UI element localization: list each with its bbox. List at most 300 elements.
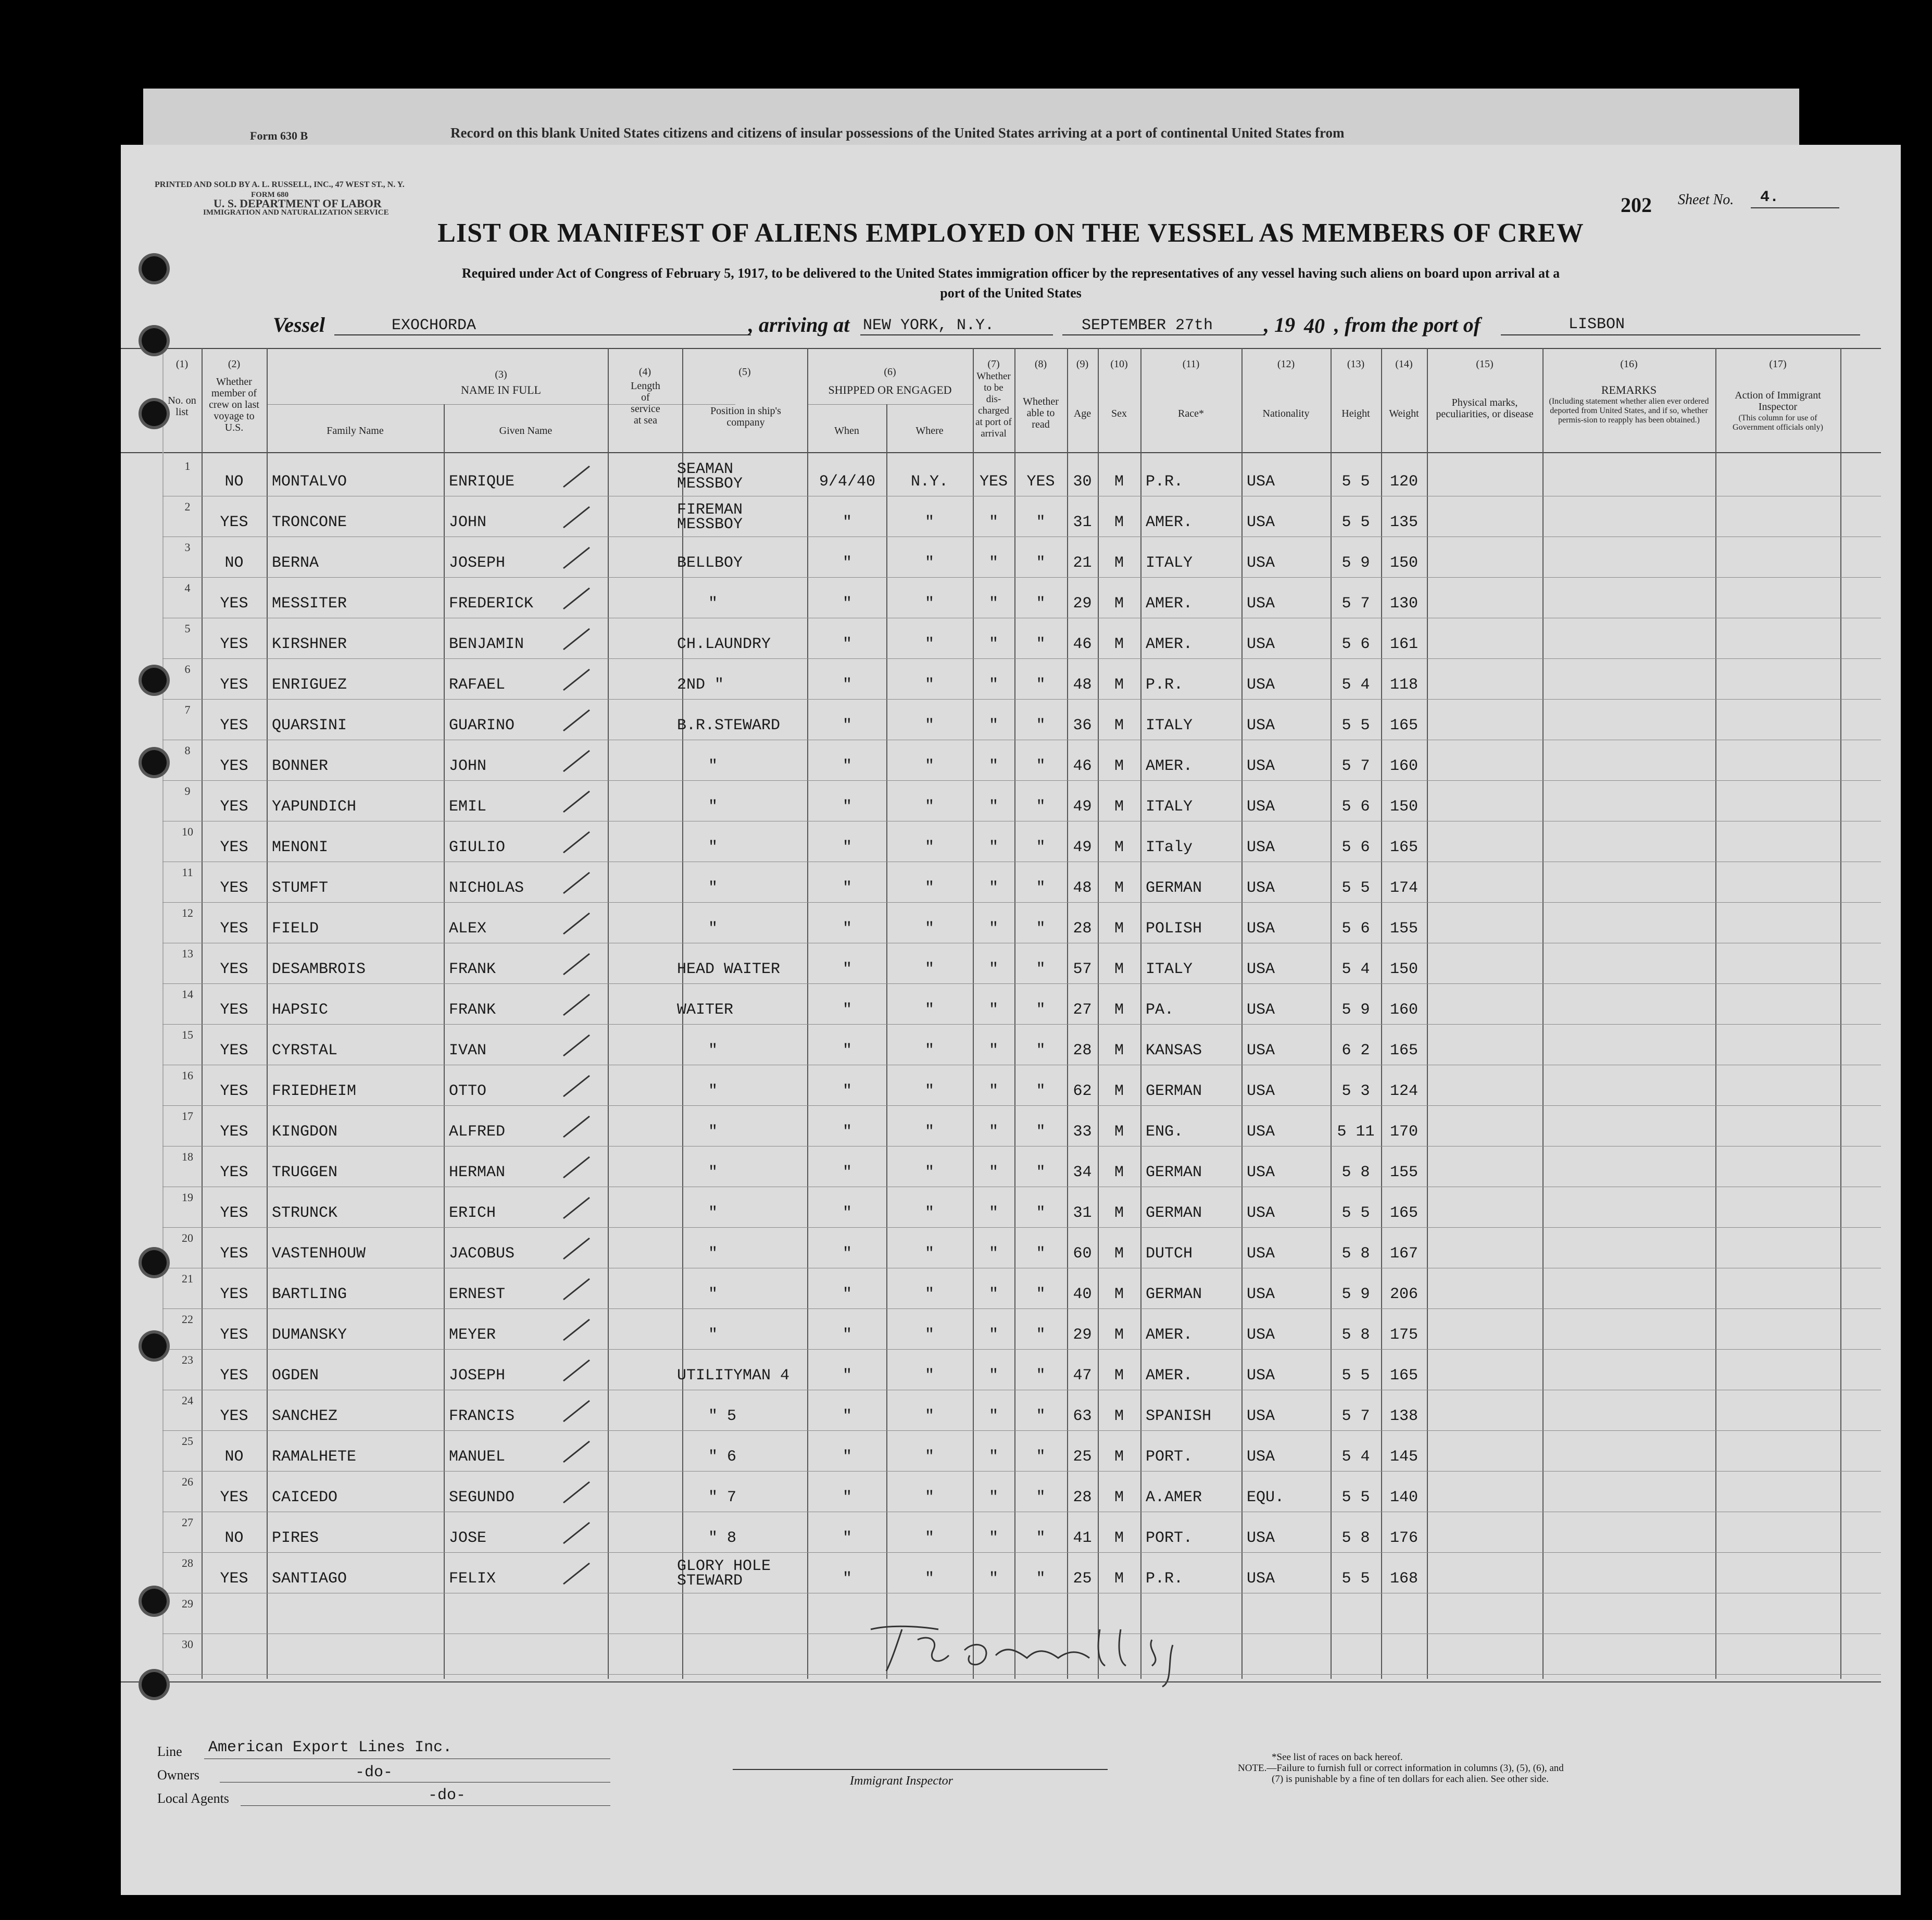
from-port: LISBON (1569, 316, 1625, 333)
cell-discharged: " (988, 1367, 998, 1385)
cell-sex: M (1114, 798, 1124, 816)
col17-number: (17) (1769, 358, 1787, 370)
cell-family: YAPUNDICH (272, 798, 357, 816)
cell-weight: 150 (1389, 554, 1418, 572)
cell-nationality: USA (1247, 1164, 1275, 1181)
cell-position: B.R.STEWARD (677, 717, 781, 734)
cell-discharged: " (988, 595, 998, 613)
agents-value: -do- (428, 1787, 466, 1804)
cell-given: MANUEL (449, 1448, 506, 1466)
cell-family: DESAMBROIS (272, 961, 366, 978)
table-row (121, 1311, 1901, 1351)
cell-weight: 174 (1389, 879, 1418, 897)
cell-sex: M (1114, 635, 1124, 653)
cell-when: " (842, 839, 852, 856)
cell-where: " (924, 595, 934, 613)
row-number: 8 (184, 744, 191, 757)
cell-sex: M (1114, 1529, 1124, 1547)
form-subtitle-2: port of the United States (940, 285, 1082, 301)
row-number: 12 (182, 906, 193, 919)
check-mark-icon (561, 464, 592, 490)
cell-nationality: USA (1247, 1042, 1275, 1059)
cell-weight: 155 (1389, 920, 1418, 938)
cell-height: 5 6 (1341, 839, 1370, 856)
cell-read: " (1036, 554, 1046, 572)
cell-age: 28 (1073, 1042, 1092, 1059)
cell-height: 5 7 (1341, 1407, 1370, 1425)
cell-height: 5 4 (1341, 961, 1370, 978)
cell-read: " (1036, 1448, 1046, 1466)
cell-read: " (1036, 635, 1046, 653)
cell-height: 6 2 (1341, 1042, 1370, 1059)
cell-where: " (924, 1367, 934, 1385)
binder-hole (142, 1333, 167, 1358)
cell-weight: 175 (1389, 1326, 1418, 1344)
cell-when: " (842, 1204, 852, 1222)
check-mark-icon (561, 626, 592, 652)
cell-given: ERICH (449, 1204, 496, 1222)
cell-where: " (924, 635, 934, 653)
cell-given: JOSEPH (449, 554, 506, 572)
cell-weight: 168 (1389, 1570, 1418, 1588)
cell-where: " (924, 676, 934, 694)
cell-position: " (708, 1082, 718, 1100)
cell-prev: YES (220, 595, 248, 613)
check-mark-icon (561, 1439, 592, 1465)
cell-sex: M (1114, 514, 1124, 531)
cell-race: PORT. (1146, 1529, 1193, 1547)
cell-nationality: USA (1247, 1407, 1275, 1425)
cell-family: FIELD (272, 920, 319, 938)
cell-prev: YES (220, 920, 248, 938)
table-row (121, 1432, 1901, 1473)
cell-position: " (708, 1123, 718, 1141)
cell-height: 5 11 (1337, 1123, 1375, 1141)
cell-prev: YES (220, 1570, 248, 1588)
cell-where: " (924, 514, 934, 531)
cell-when: " (842, 1245, 852, 1263)
cell-read: " (1036, 1367, 1046, 1385)
cell-age: 47 (1073, 1367, 1092, 1385)
cell-family: VASTENHOUW (272, 1245, 366, 1263)
cell-family: MENONI (272, 839, 329, 856)
cell-sex: M (1114, 717, 1124, 734)
cell-prev: YES (220, 1123, 248, 1141)
cell-discharged: " (988, 1001, 998, 1019)
cell-where: " (924, 717, 934, 734)
cell-height: 5 5 (1341, 473, 1370, 491)
check-mark-icon (561, 1276, 592, 1302)
cell-given: MEYER (449, 1326, 496, 1344)
col3-given: Given Name (499, 425, 553, 437)
row-number: 24 (182, 1394, 193, 1407)
row-number: 15 (182, 1028, 193, 1041)
col1-number: (1) (175, 358, 189, 370)
year-prefix: , 19 (1264, 313, 1295, 336)
cell-given: FRANK (449, 961, 496, 978)
binder-hole (142, 668, 167, 693)
table-row (121, 498, 1901, 539)
cell-weight: 206 (1389, 1286, 1418, 1303)
cell-family: DUMANSKY (272, 1326, 347, 1344)
check-mark-icon (561, 585, 592, 612)
cell-sex: M (1114, 920, 1124, 938)
cell-position: " (708, 1164, 718, 1181)
inspector-signature (860, 1609, 1235, 1692)
cell-family: OGDEN (272, 1367, 319, 1385)
cell-prev: YES (220, 1204, 248, 1222)
row-number: 10 (182, 825, 193, 838)
cell-when: " (842, 554, 852, 572)
binder-hole (142, 1250, 167, 1275)
cell-read: " (1036, 1042, 1046, 1059)
cell-read: " (1036, 920, 1046, 938)
cell-nationality: EQU. (1247, 1489, 1285, 1506)
cell-weight: 160 (1389, 757, 1418, 775)
line-label: Line (157, 1744, 182, 1759)
row-number: 1 (184, 459, 191, 472)
cell-family: QUARSINI (272, 717, 347, 734)
cell-race: GERMAN (1146, 1286, 1202, 1303)
cell-prev: YES (220, 879, 248, 897)
cell-where: " (924, 1286, 934, 1303)
cell-position: " 5 (708, 1407, 737, 1425)
cell-weight: 150 (1389, 798, 1418, 816)
col6-number: (6) (884, 366, 896, 378)
arrival-year: 40 (1304, 314, 1325, 338)
cell-where: " (924, 757, 934, 775)
row-number: 11 (182, 866, 193, 879)
cell-discharged: " (988, 1042, 998, 1059)
cell-height: 5 6 (1341, 798, 1370, 816)
cell-race: GERMAN (1146, 1204, 1202, 1222)
cell-read: " (1036, 514, 1046, 531)
cell-sex: M (1114, 961, 1124, 978)
cell-family: ENRIGUEZ (272, 676, 347, 694)
cell-discharged: " (988, 1529, 998, 1547)
cell-sex: M (1114, 1286, 1124, 1303)
cell-where: " (924, 1448, 934, 1466)
from-label: , from the port of (1334, 313, 1481, 336)
cell-height: 5 7 (1341, 757, 1370, 775)
cell-weight: 161 (1389, 635, 1418, 653)
cell-age: 28 (1073, 920, 1092, 938)
cell-height: 5 5 (1341, 879, 1370, 897)
cell-when: " (842, 1042, 852, 1059)
cell-position: " 8 (708, 1529, 737, 1547)
cell-given: JACOBUS (449, 1245, 515, 1263)
cell-read: " (1036, 1407, 1046, 1425)
cell-age: 25 (1073, 1448, 1092, 1466)
col8-header: Whether able to read (1023, 396, 1059, 430)
cell-family: BONNER (272, 757, 329, 775)
cell-weight: 145 (1389, 1448, 1418, 1466)
cell-weight: 160 (1389, 1001, 1418, 1019)
row-number: 17 (182, 1109, 193, 1123)
cell-height: 5 7 (1341, 595, 1370, 613)
col1-header: No. on list (168, 395, 196, 418)
cell-height: 5 9 (1341, 1286, 1370, 1303)
cell-position: " (708, 839, 718, 856)
cell-age: 29 (1073, 1326, 1092, 1344)
row-number: 3 (184, 541, 191, 554)
cell-nationality: USA (1247, 961, 1275, 978)
cell-given: ALFRED (449, 1123, 506, 1141)
cell-race: GERMAN (1146, 1082, 1202, 1100)
check-mark-icon (561, 992, 592, 1018)
cell-sex: M (1114, 757, 1124, 775)
cell-sex: M (1114, 1448, 1124, 1466)
cell-family: HAPSIC (272, 1001, 329, 1019)
cell-where: " (924, 798, 934, 816)
cell-when: " (842, 1082, 852, 1100)
cell-nationality: USA (1247, 595, 1275, 613)
cell-read: " (1036, 1123, 1046, 1141)
cell-given: RAFAEL (449, 676, 506, 694)
table-row (121, 742, 1901, 782)
cell-family: KIRSHNER (272, 635, 347, 653)
cell-age: 60 (1073, 1245, 1092, 1263)
cell-discharged: " (988, 1570, 998, 1588)
col15-header: Physical marks, peculiarities, or disease (1436, 397, 1534, 420)
arrival-date: SEPTEMBER 27th (1082, 317, 1213, 334)
row-number: 23 (182, 1353, 193, 1366)
cell-nationality: USA (1247, 757, 1275, 775)
cell-given: JOSE (449, 1529, 487, 1547)
col11-header: Race* (1178, 408, 1204, 419)
cell-prev: YES (220, 839, 248, 856)
check-mark-icon (561, 1032, 592, 1058)
cell-age: 62 (1073, 1082, 1092, 1100)
row-number: 21 (182, 1272, 193, 1285)
cell-where: " (924, 961, 934, 978)
cell-weight: 124 (1389, 1082, 1418, 1100)
cell-age: 34 (1073, 1164, 1092, 1181)
cell-nationality: USA (1247, 1326, 1275, 1344)
binder-hole (142, 1672, 167, 1697)
page-number: 202 (1621, 193, 1652, 217)
fine-note-1: NOTE.—Failure to furnish full or correct information in columns (3), (5), (6), and (1238, 1763, 1564, 1774)
col6-header: SHIPPED OR ENGAGED (828, 383, 952, 396)
cell-discharged: " (988, 1326, 998, 1344)
cell-where: " (924, 1042, 934, 1059)
sheet-number: 4. (1760, 189, 1779, 206)
cell-weight: 165 (1389, 839, 1418, 856)
cell-position: " 6 (708, 1448, 737, 1466)
cell-prev: NO (224, 554, 244, 572)
col3-family: Family Name (327, 425, 384, 437)
col5-number: (5) (738, 366, 751, 378)
row-number: 14 (182, 988, 193, 1001)
cell-where: " (924, 879, 934, 897)
printer-line-1: PRINTED AND SOLD BY A. L. RUSSELL, INC., 47 WEST ST., N. Y. (155, 180, 405, 189)
cell-discharged: " (988, 1286, 998, 1303)
cell-family: MONTALVO (272, 473, 347, 491)
cell-given: JOHN (449, 757, 487, 775)
check-mark-icon (561, 789, 592, 815)
table-row (121, 579, 1901, 620)
vessel-label: Vessel (273, 313, 325, 336)
cell-family: MESSITER (272, 595, 347, 613)
cell-weight: 135 (1389, 514, 1418, 531)
row-number: 2 (184, 500, 191, 513)
cell-weight: 167 (1389, 1245, 1418, 1263)
cell-weight: 130 (1389, 595, 1418, 613)
manifest-sheet (121, 145, 1901, 1895)
cell-weight: 176 (1389, 1529, 1418, 1547)
cell-nationality: USA (1247, 1448, 1275, 1466)
cell-height: 5 4 (1341, 1448, 1370, 1466)
cell-discharged: " (988, 1448, 998, 1466)
col10-header: Sex (1111, 408, 1127, 419)
row-number: 9 (184, 784, 191, 797)
cell-given: ERNEST (449, 1286, 506, 1303)
cell-read: " (1036, 757, 1046, 775)
cell-sex: M (1114, 1367, 1124, 1385)
cell-read: " (1036, 1204, 1046, 1222)
cell-age: 36 (1073, 717, 1092, 734)
check-mark-icon (561, 1398, 592, 1424)
table-row (121, 1026, 1901, 1067)
cell-prev: YES (220, 1164, 248, 1181)
cell-sex: M (1114, 1123, 1124, 1141)
cell-race: SPANISH (1146, 1407, 1212, 1425)
vessel-name: EXOCHORDA (392, 317, 476, 334)
cell-when: " (842, 798, 852, 816)
cell-given: HERMAN (449, 1164, 506, 1181)
cell-position: " (708, 1286, 718, 1303)
check-mark-icon (561, 1520, 592, 1546)
col15-number: (15) (1476, 358, 1494, 370)
cell-position: FIREMAN (677, 501, 743, 519)
col6-where: Where (915, 425, 944, 437)
cell-race: ITaly (1146, 839, 1193, 856)
cell-when: " (842, 1367, 852, 1385)
cell-race: A.AMER (1146, 1489, 1202, 1506)
sheet-label: Sheet No. (1678, 192, 1734, 208)
cell-age: 31 (1073, 514, 1092, 531)
cell-given: NICHOLAS (449, 879, 524, 897)
cell-weight: 165 (1389, 1204, 1418, 1222)
cell-race: P.R. (1146, 1570, 1184, 1588)
table-row (121, 1514, 1901, 1554)
row-number: 16 (182, 1069, 193, 1082)
cell-prev: YES (220, 1245, 248, 1263)
col8-number: (8) (1034, 358, 1047, 370)
cell-when: " (842, 1286, 852, 1303)
row-number: 29 (182, 1597, 193, 1610)
cell-position: HEAD WAITER (677, 961, 781, 978)
cell-prev: YES (220, 961, 248, 978)
cell-when: " (842, 1326, 852, 1344)
cell-given: FREDERICK (449, 595, 534, 613)
row-number: 18 (182, 1150, 193, 1163)
cell-position: CH.LAUNDRY (677, 635, 771, 653)
table-row (121, 782, 1901, 823)
cell-discharged: " (988, 920, 998, 938)
check-mark-icon (561, 1357, 592, 1383)
col2-header: Whether member of crew on last voyage to U.S. (209, 376, 259, 433)
cell-sex: M (1114, 1082, 1124, 1100)
col12-header: Nationality (1262, 408, 1310, 419)
cell-when: 9/4/40 (819, 473, 876, 491)
cell-read: YES (1026, 473, 1055, 491)
cell-family: BARTLING (272, 1286, 347, 1303)
cell-prev: YES (220, 757, 248, 775)
cell-given: FRANCIS (449, 1407, 515, 1425)
cell-nationality: USA (1247, 1570, 1275, 1588)
cell-nationality: USA (1247, 1123, 1275, 1141)
cell-discharged: " (988, 1407, 998, 1425)
cell-position: " (708, 879, 718, 897)
cell-where: " (924, 1570, 934, 1588)
cell-sex: M (1114, 1164, 1124, 1181)
cell-race: GERMAN (1146, 879, 1202, 897)
cell-where: " (924, 920, 934, 938)
table-row (121, 620, 1901, 660)
back-notice: Record on this blank United States citizens and citizens of insular possessions of the United States arriving at a port of continental United States from (450, 125, 1345, 141)
row-number: 26 (182, 1475, 193, 1488)
row-number: 27 (182, 1516, 193, 1529)
col3-number: (3) (495, 369, 507, 380)
table-row (121, 1189, 1901, 1229)
printer-line-3: U. S. DEPARTMENT OF LABOR (214, 197, 382, 210)
cell-sex: M (1114, 1042, 1124, 1059)
cell-race: KANSAS (1146, 1042, 1202, 1059)
cell-read: " (1036, 1529, 1046, 1547)
cell-age: 25 (1073, 1570, 1092, 1588)
cell-nationality: USA (1247, 1529, 1275, 1547)
check-mark-icon (561, 829, 592, 855)
cell-position: WAITER (677, 1001, 734, 1019)
cell-when: " (842, 961, 852, 978)
cell-position: GLORY HOLE (677, 1557, 771, 1575)
cell-nationality: USA (1247, 1204, 1275, 1222)
cell-read: " (1036, 676, 1046, 694)
row-number: 25 (182, 1435, 193, 1448)
cell-height: 5 9 (1341, 1001, 1370, 1019)
check-mark-icon (561, 1073, 592, 1099)
check-mark-icon (561, 1195, 592, 1221)
races-note: *See list of races on back hereof. (1272, 1752, 1403, 1763)
check-mark-icon (561, 1236, 592, 1262)
cell-when: " (842, 635, 852, 653)
cell-nationality: USA (1247, 798, 1275, 816)
row-number: 6 (184, 663, 191, 676)
col9-number: (9) (1076, 358, 1089, 370)
cell-weight: 170 (1389, 1123, 1418, 1141)
cell-nationality: USA (1247, 473, 1275, 491)
cell-height: 5 9 (1341, 554, 1370, 572)
col5-header: Position in ship's company (710, 405, 781, 428)
cell-discharged: " (988, 839, 998, 856)
cell-age: 40 (1073, 1286, 1092, 1303)
cell-where: " (924, 1245, 934, 1263)
binder-hole (142, 750, 167, 775)
cell-race: ITALY (1146, 554, 1193, 572)
cell-race: AMER. (1146, 1326, 1193, 1344)
cell-position-line2: MESSBOY (677, 475, 743, 493)
cell-sex: M (1114, 1326, 1124, 1344)
cell-nationality: USA (1247, 717, 1275, 734)
cell-discharged: " (988, 961, 998, 978)
cell-given: JOHN (449, 514, 487, 531)
cell-discharged: " (988, 1082, 998, 1100)
cell-given: FELIX (449, 1570, 496, 1588)
cell-race: AMER. (1146, 514, 1193, 531)
check-mark-icon (561, 545, 592, 571)
cell-when: " (842, 676, 852, 694)
